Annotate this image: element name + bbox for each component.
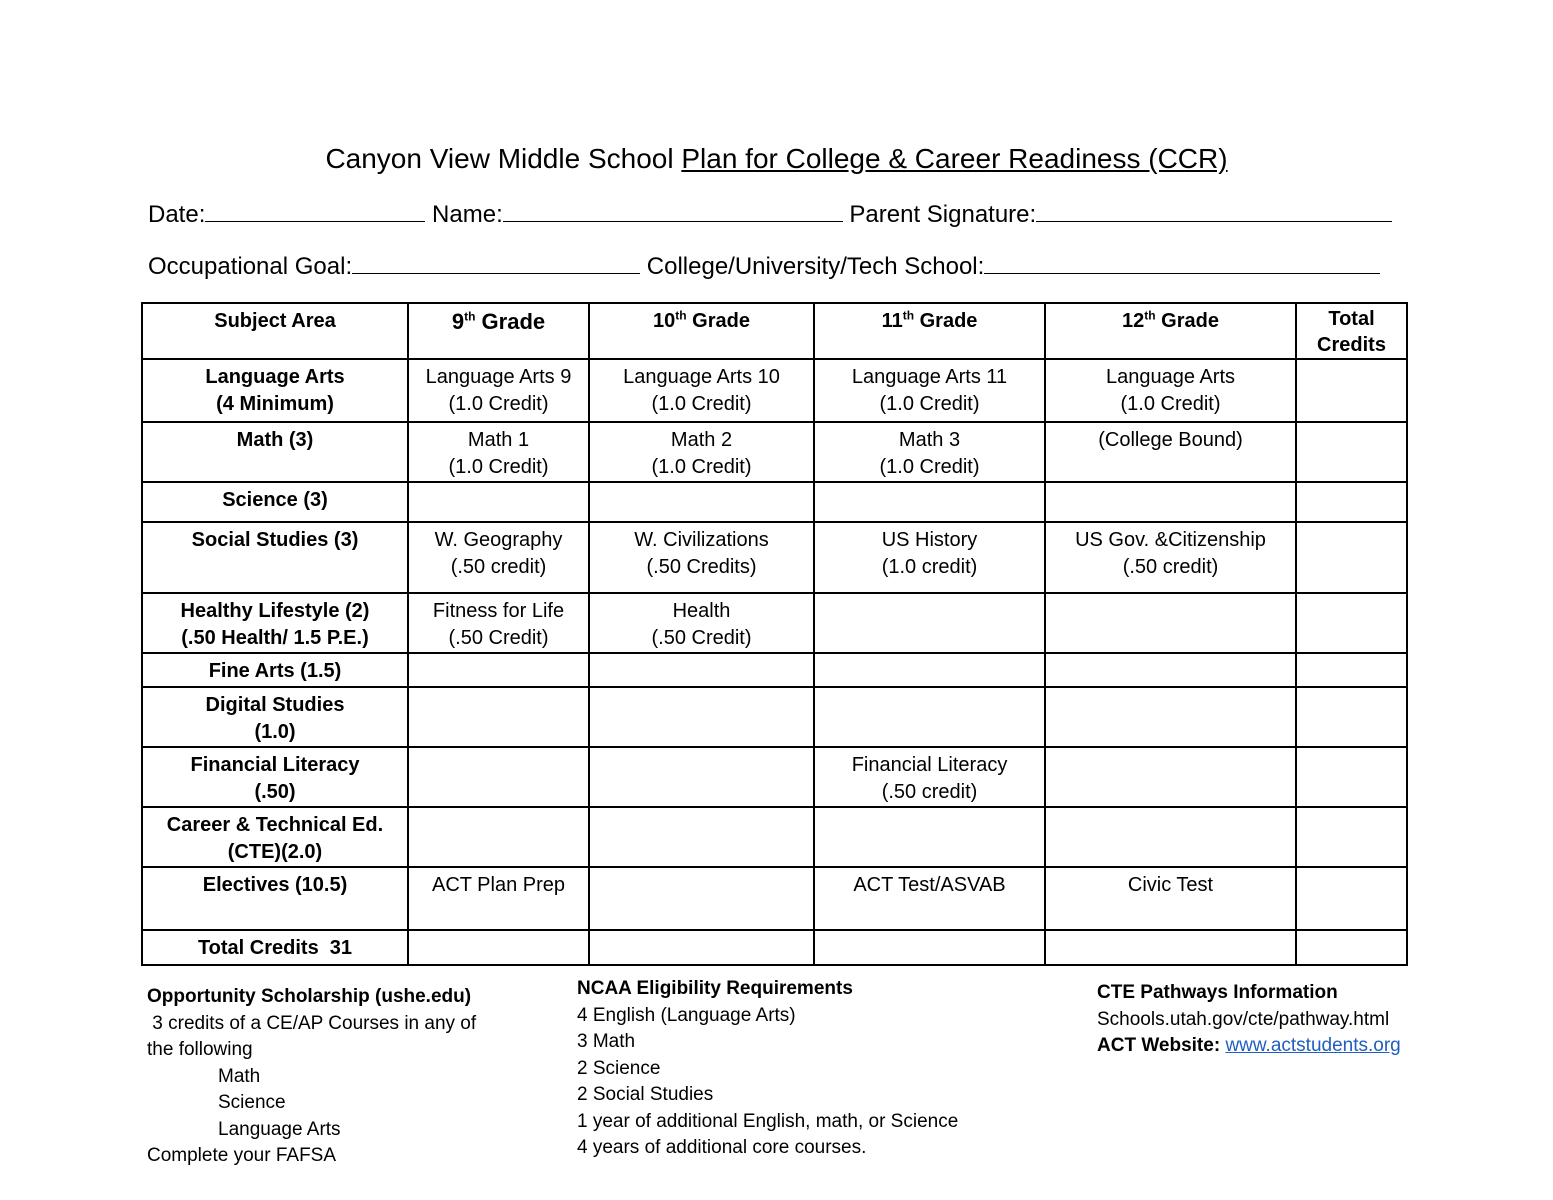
ncaa-item: 1 year of additional English, math, or Science xyxy=(577,1110,959,1132)
title-prefix: Canyon View Middle School xyxy=(325,143,682,174)
opportunity-heading: Opportunity Scholarship (ushe.edu) xyxy=(147,986,472,1007)
grade-cell-g9[interactable] xyxy=(408,807,589,867)
grade-cell-g10[interactable] xyxy=(589,687,814,747)
grade-cell-g12[interactable] xyxy=(1045,807,1296,867)
cell-line: Career & Technical Ed. xyxy=(166,814,384,836)
table-row xyxy=(142,359,1407,422)
cell-line: (1.0 Credit) xyxy=(448,393,549,415)
cell-line: W. Civilizations xyxy=(634,529,769,551)
total-credits-cell[interactable] xyxy=(1296,867,1407,930)
header-subject-area: Subject Area xyxy=(142,303,408,359)
grade-cell-g12[interactable] xyxy=(1045,422,1296,482)
table-row xyxy=(142,482,1407,522)
cell-line: Language Arts 10 xyxy=(623,366,780,388)
grade-cell-g12[interactable] xyxy=(1045,930,1296,965)
table-body xyxy=(142,359,1407,965)
cell-line: Fitness for Life xyxy=(432,600,565,622)
act-website-link[interactable]: www.actstudents.org xyxy=(1225,1035,1401,1056)
subject-cell xyxy=(142,930,408,965)
grade-cell-g11[interactable] xyxy=(814,359,1045,422)
cell-line: ACT Plan Prep xyxy=(431,874,566,896)
grade-cell-g9[interactable] xyxy=(408,930,589,965)
cell-line: (.50) xyxy=(254,781,296,803)
ncaa-item: 2 Social Studies xyxy=(577,1084,714,1105)
grade-cell-g11[interactable] xyxy=(814,807,1045,867)
cell-line: Language Arts 11 xyxy=(851,366,1008,388)
table-row xyxy=(142,653,1407,687)
name-label: Name: xyxy=(432,201,503,228)
table-row xyxy=(142,687,1407,747)
header-11th-grade: 11th Grade xyxy=(814,303,1045,359)
grade-cell-g12[interactable] xyxy=(1045,867,1296,930)
cell-line: Financial Literacy xyxy=(190,754,360,776)
total-credits-cell[interactable] xyxy=(1296,687,1407,747)
table-row xyxy=(142,867,1407,930)
ncaa-item: 3 Math xyxy=(577,1031,636,1052)
grade-cell-g9[interactable] xyxy=(408,687,589,747)
cell-line: (1.0 credit) xyxy=(881,556,978,578)
subject-cell xyxy=(142,482,408,522)
date-label: Date: xyxy=(148,201,206,228)
cell-line: (1.0 Credit) xyxy=(448,456,549,478)
opportunity-line1: 3 credits of a CE/AP Courses in any of xyxy=(147,1012,477,1034)
grade-cell-g11[interactable] xyxy=(814,522,1045,593)
grade-cell-g10[interactable] xyxy=(589,482,814,522)
table-row xyxy=(142,522,1407,593)
date-blank[interactable] xyxy=(205,220,425,222)
grade-cell-g12[interactable] xyxy=(1045,522,1296,593)
cell-line: Total Credits 31 xyxy=(197,937,353,959)
cell-line: Science (3) xyxy=(222,489,328,511)
field-row-1 xyxy=(148,201,1392,229)
total-credits-cell[interactable] xyxy=(1296,593,1407,653)
cell-line: (1.0 Credit) xyxy=(651,393,752,415)
cell-line: Healthy Lifestyle (2) xyxy=(180,600,370,622)
ncaa-item: 4 English (Language Arts) xyxy=(577,1004,796,1026)
parent-signature-blank[interactable] xyxy=(1036,220,1392,222)
cell-line: (1.0 Credit) xyxy=(879,393,980,415)
table-row xyxy=(142,747,1407,807)
cell-line: (.50 credit) xyxy=(1122,556,1219,578)
subject-cell xyxy=(142,807,408,867)
grade-cell-g9[interactable] xyxy=(408,359,589,422)
subject-cell xyxy=(142,687,408,747)
grade-cell-g12[interactable] xyxy=(1045,747,1296,807)
subject-cell xyxy=(142,522,408,593)
cell-line: Fine Arts (1.5) xyxy=(208,660,342,682)
table-row xyxy=(142,593,1407,653)
grade-cell-g11[interactable] xyxy=(814,422,1045,482)
name-blank[interactable] xyxy=(503,220,843,222)
grade-cell-g11[interactable] xyxy=(814,593,1045,653)
subject-cell xyxy=(142,593,408,653)
grade-cell-g10[interactable] xyxy=(589,422,814,482)
field-row-2 xyxy=(148,253,1380,281)
cell-line: (.50 Credits) xyxy=(646,556,757,578)
ncaa-item: 2 Science xyxy=(577,1057,661,1079)
cell-line: Language Arts xyxy=(1106,366,1235,388)
total-credits-cell[interactable] xyxy=(1296,482,1407,522)
grade-cell-g9[interactable] xyxy=(408,422,589,482)
total-credits-cell[interactable] xyxy=(1296,653,1407,687)
header-total-credits: Total Credits xyxy=(1296,303,1407,359)
cte-url: Schools.utah.gov/cte/pathway.html xyxy=(1097,1008,1390,1030)
grade-cell-g9[interactable] xyxy=(408,522,589,593)
cell-line: Digital Studies xyxy=(205,694,345,716)
grade-cell-g12[interactable] xyxy=(1045,653,1296,687)
grade-cell-g11[interactable] xyxy=(814,930,1045,965)
ncaa-requirements xyxy=(577,976,1017,1162)
cell-line: (.50 credit) xyxy=(881,781,978,803)
cell-line: Social Studies (3) xyxy=(191,529,359,551)
cell-line: Financial Literacy xyxy=(851,754,1008,776)
total-credits-cell[interactable] xyxy=(1296,522,1407,593)
college-label: College/University/Tech School: xyxy=(646,253,985,280)
header-12th-grade: 12th Grade xyxy=(1045,303,1296,359)
cell-line: Math 2 xyxy=(670,429,733,451)
grade-cell-g12[interactable] xyxy=(1045,687,1296,747)
cell-line: W. Geography xyxy=(434,529,563,551)
grade-cell-g12[interactable] xyxy=(1045,482,1296,522)
total-credits-cell[interactable] xyxy=(1296,359,1407,422)
cell-line: (.50 Health/ 1.5 P.E.) xyxy=(181,627,369,649)
grade-cell-g12[interactable] xyxy=(1045,359,1296,422)
header-9th-grade: 9th Grade xyxy=(408,303,589,359)
grade-cell-g10[interactable] xyxy=(589,930,814,965)
cell-line: Language Arts 9 xyxy=(425,366,572,388)
total-credits-cell[interactable] xyxy=(1296,422,1407,482)
cell-line: Math 3 xyxy=(898,429,961,451)
opportunity-last: Complete your FAFSA xyxy=(147,1145,337,1166)
subject-cell xyxy=(142,653,408,687)
grade-cell-g12[interactable] xyxy=(1045,593,1296,653)
grade-cell-g10[interactable] xyxy=(589,807,814,867)
opportunity-item: Science xyxy=(218,1092,286,1113)
ccr-plan-table xyxy=(141,302,1408,966)
subject-cell xyxy=(142,359,408,422)
total-credits-cell[interactable] xyxy=(1296,747,1407,807)
grade-cell-g11[interactable] xyxy=(814,867,1045,930)
cell-line: US History xyxy=(881,529,978,551)
occupational-goal-blank[interactable] xyxy=(352,272,640,274)
header-10th-grade: 10th Grade xyxy=(589,303,814,359)
subject-cell xyxy=(142,867,408,930)
grade-cell-g10[interactable] xyxy=(589,653,814,687)
cell-line: (CTE)(2.0) xyxy=(227,841,323,863)
opportunity-scholarship xyxy=(147,984,527,1170)
opportunity-line2: the following xyxy=(147,1039,253,1060)
subject-cell xyxy=(142,747,408,807)
total-credits-cell[interactable] xyxy=(1296,930,1407,965)
grade-cell-g11[interactable] xyxy=(814,653,1045,687)
cell-line: (.50 Credit) xyxy=(651,627,752,649)
parent-signature-label: Parent Signature: xyxy=(849,201,1037,228)
cell-line: Civic Test xyxy=(1127,874,1214,896)
cell-line: Math (3) xyxy=(236,429,314,451)
cte-pathways-info xyxy=(1097,980,1437,1060)
cell-line: Health xyxy=(672,600,731,622)
cell-line: Math 1 xyxy=(467,429,530,451)
table-row xyxy=(142,422,1407,482)
grade-cell-g11[interactable] xyxy=(814,482,1045,522)
page-title xyxy=(0,143,1553,175)
grade-cell-g9[interactable] xyxy=(408,867,589,930)
occupational-goal-label: Occupational Goal: xyxy=(148,253,353,280)
cell-line: Electives (10.5) xyxy=(202,874,348,896)
ncaa-heading: NCAA Eligibility Requirements xyxy=(577,978,853,999)
grade-cell-g9[interactable] xyxy=(408,747,589,807)
cell-line: (College Bound) xyxy=(1098,429,1243,451)
grade-cell-g9[interactable] xyxy=(408,653,589,687)
grade-cell-g11[interactable] xyxy=(814,747,1045,807)
grade-cell-g10[interactable] xyxy=(589,359,814,422)
cell-line: (4 Minimum) xyxy=(216,393,334,415)
grade-cell-g10[interactable] xyxy=(589,522,814,593)
cell-line: ACT Test/ASVAB xyxy=(853,874,1006,896)
cell-line: (1.0 Credit) xyxy=(1120,393,1221,415)
college-blank[interactable] xyxy=(984,272,1380,274)
cell-line: (.50 Credit) xyxy=(448,627,549,649)
grade-cell-g10[interactable] xyxy=(589,747,814,807)
opportunity-item: Math xyxy=(218,1065,261,1087)
grade-cell-g9[interactable] xyxy=(408,593,589,653)
cell-line: US Gov. &Citizenship xyxy=(1075,529,1266,551)
subject-cell xyxy=(142,422,408,482)
grade-cell-g10[interactable] xyxy=(589,867,814,930)
cell-line: (1.0) xyxy=(254,721,296,743)
grade-cell-g11[interactable] xyxy=(814,687,1045,747)
table-row xyxy=(142,930,1407,965)
cell-line: (1.0 Credit) xyxy=(879,456,980,478)
title-underlined: Plan for College & Career Readiness (CCR) xyxy=(681,143,1228,174)
grade-cell-g10[interactable] xyxy=(589,593,814,653)
cell-line: (.50 credit) xyxy=(450,556,547,578)
grade-cell-g9[interactable] xyxy=(408,482,589,522)
ncaa-item: 4 years of additional core courses. xyxy=(577,1137,867,1158)
cell-line: (1.0 Credit) xyxy=(651,456,752,478)
header-row xyxy=(142,303,1407,359)
cell-line: Language Arts xyxy=(205,366,345,388)
total-credits-cell[interactable] xyxy=(1296,807,1407,867)
opportunity-item: Language Arts xyxy=(218,1118,341,1140)
table-row xyxy=(142,807,1407,867)
act-website-label: ACT Website: xyxy=(1097,1035,1226,1056)
cte-heading: CTE Pathways Information xyxy=(1097,982,1338,1003)
